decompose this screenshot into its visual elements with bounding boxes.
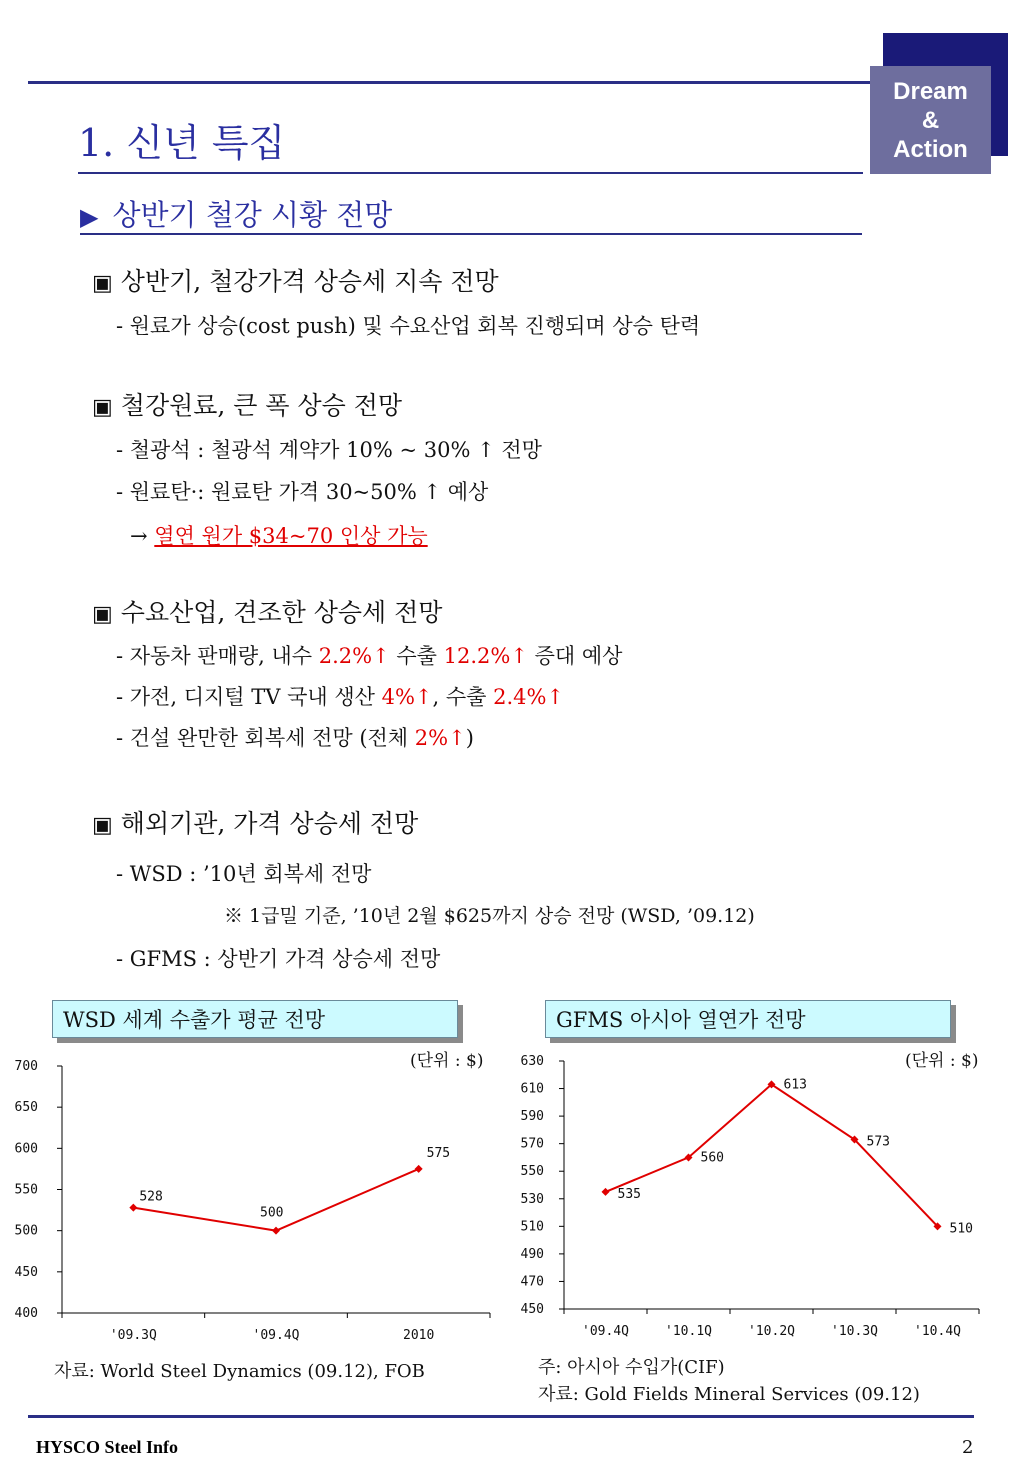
y-tick-label: 590 bbox=[520, 1109, 544, 1125]
red-value: 4%↑ bbox=[381, 685, 433, 709]
text: 증대 예상 bbox=[527, 644, 623, 668]
chart1 bbox=[0, 1045, 500, 1345]
chart2-svg bbox=[500, 1045, 1000, 1345]
badge-line1: Dream bbox=[893, 77, 968, 105]
x-tick-label: '10.4Q bbox=[914, 1324, 961, 1339]
data-label: 573 bbox=[866, 1134, 890, 1150]
x-tick-label: '10.2Q bbox=[748, 1324, 795, 1339]
data-point bbox=[272, 1227, 280, 1235]
bullet-heading-text: 상반기, 철강가격 상승세 지속 전망 bbox=[120, 267, 499, 296]
bullet-heading-2 bbox=[92, 386, 402, 422]
x-tick-label: '10.3Q bbox=[831, 1324, 878, 1339]
boxed-bullet-icon: ▣ bbox=[92, 395, 113, 420]
page-number: 2 bbox=[962, 1437, 974, 1458]
chart1-svg bbox=[0, 1045, 500, 1345]
y-tick-label: 400 bbox=[14, 1306, 38, 1321]
y-tick-label: 500 bbox=[14, 1223, 38, 1239]
chart2-source: 자료: Gold Fields Mineral Services (09.12) bbox=[538, 1384, 920, 1405]
data-label: 500 bbox=[260, 1205, 284, 1221]
x-tick-label: '10.1Q bbox=[665, 1324, 712, 1339]
bullet-2-line-2: - 원료탄·: 원료탄 가격 30~50% ↑ 예상 bbox=[116, 480, 489, 504]
data-label: 575 bbox=[426, 1145, 451, 1161]
footer-rule bbox=[28, 1415, 974, 1418]
play-arrow-icon: ▶ bbox=[80, 203, 99, 231]
bullet-2-conclusion bbox=[130, 520, 428, 550]
y-tick-label: 550 bbox=[520, 1164, 544, 1180]
bullet-2-line-1: - 철광석 : 철광석 계약가 10% ~ 30% ↑ 전망 bbox=[116, 438, 542, 462]
title-underline bbox=[78, 172, 863, 174]
chart2-unit: (단위 : $) bbox=[905, 1051, 979, 1071]
badge-line3: Action bbox=[893, 135, 968, 163]
data-label: 535 bbox=[617, 1186, 641, 1202]
data-label: 528 bbox=[139, 1189, 163, 1205]
red-value: 2.4%↑ bbox=[493, 685, 565, 709]
footer-title: HYSCO Steel Info bbox=[36, 1437, 179, 1457]
series-line bbox=[606, 1084, 938, 1226]
y-tick-label: 470 bbox=[520, 1274, 544, 1290]
data-label: 510 bbox=[949, 1221, 973, 1237]
text: - 가전, 디지털 TV 국내 생산 bbox=[116, 685, 382, 709]
red-value: 2%↑ bbox=[414, 726, 466, 750]
chart1-title: WSD 세계 수출가 평균 전망 bbox=[52, 1000, 458, 1038]
series-line bbox=[133, 1169, 418, 1231]
y-tick-label: 450 bbox=[14, 1264, 38, 1280]
boxed-bullet-icon: ▣ bbox=[92, 602, 113, 627]
chart1-unit: (단위 : $) bbox=[410, 1051, 484, 1071]
bullet-heading-text: 철강원료, 큰 폭 상승 전망 bbox=[120, 391, 403, 420]
boxed-bullet-icon: ▣ bbox=[92, 271, 113, 296]
y-tick-label: 530 bbox=[520, 1191, 544, 1207]
data-point bbox=[129, 1204, 137, 1212]
text: 수출 bbox=[389, 644, 444, 668]
highlight-text: 열연 원가 $34~70 인상 가능 bbox=[154, 524, 428, 548]
dream-action-badge bbox=[870, 66, 991, 174]
y-tick-label: 600 bbox=[14, 1141, 38, 1157]
y-tick-label: 510 bbox=[520, 1219, 544, 1235]
bullet-heading-4 bbox=[92, 804, 418, 840]
x-tick-label: 2010 bbox=[403, 1328, 435, 1343]
text: - 자동차 판매량, 내수 bbox=[116, 644, 319, 668]
data-label: 613 bbox=[783, 1077, 807, 1093]
section-title bbox=[80, 193, 392, 234]
bullet-heading-text: 해외기관, 가격 상승세 전망 bbox=[120, 809, 419, 838]
y-tick-label: 650 bbox=[14, 1100, 38, 1116]
x-tick-label: '09.4Q bbox=[252, 1328, 300, 1343]
bullet-1-line-1: - 원료가 상승(cost push) 및 수요산업 회복 진행되며 상승 탄력 bbox=[116, 314, 701, 338]
y-tick-label: 700 bbox=[14, 1059, 38, 1074]
right-arrow-icon: → bbox=[130, 524, 148, 548]
y-tick-label: 610 bbox=[520, 1081, 544, 1097]
boxed-bullet-icon: ▣ bbox=[92, 813, 113, 838]
chart2 bbox=[500, 1045, 1000, 1345]
bullet-3-line-3 bbox=[116, 722, 474, 752]
x-tick-label: '09.3Q bbox=[109, 1328, 157, 1343]
bullet-heading-1 bbox=[92, 262, 499, 298]
text: - 건설 완만한 회복세 전망 (전체 bbox=[116, 726, 415, 750]
data-point bbox=[602, 1188, 610, 1196]
page-title: 1. 신년 특집 bbox=[78, 121, 286, 165]
bullet-4-line-1: - WSD : ’10년 회복세 전망 bbox=[116, 862, 372, 886]
red-value: 2.2%↑ bbox=[318, 644, 390, 668]
data-point bbox=[415, 1165, 423, 1173]
text: , 수출 bbox=[432, 685, 494, 709]
x-tick-label: '09.4Q bbox=[582, 1324, 629, 1339]
bullet-4-note: ※ 1급밀 기준, ’10년 2월 $625까지 상승 전망 (WSD, ’09.12) bbox=[224, 905, 755, 927]
y-tick-label: 450 bbox=[520, 1302, 544, 1317]
section-title-text: 상반기 철강 시황 전망 bbox=[112, 198, 393, 232]
chart2-title: GFMS 아시아 열연가 전망 bbox=[545, 1000, 951, 1038]
chart1-source: 자료: World Steel Dynamics (09.12), FOB bbox=[54, 1361, 425, 1382]
bullet-3-line-2 bbox=[116, 681, 564, 711]
badge-line2: & bbox=[921, 106, 940, 134]
text: ) bbox=[465, 726, 474, 750]
chart2-note: 주: 아시아 수입가(CIF) bbox=[538, 1357, 725, 1378]
data-label: 560 bbox=[700, 1150, 724, 1166]
bullet-heading-text: 수요산업, 견조한 상승세 전망 bbox=[120, 598, 443, 627]
section-underline bbox=[80, 233, 862, 235]
bullet-3-line-1 bbox=[116, 640, 622, 670]
bullet-heading-3 bbox=[92, 593, 442, 629]
red-value: 12.2%↑ bbox=[443, 644, 528, 668]
header-rule bbox=[28, 81, 870, 84]
bullet-4-line-2: - GFMS : 상반기 가격 상승세 전망 bbox=[116, 947, 441, 971]
y-tick-label: 550 bbox=[14, 1182, 38, 1198]
y-tick-label: 490 bbox=[520, 1246, 544, 1262]
y-tick-label: 570 bbox=[520, 1136, 544, 1152]
y-tick-label: 630 bbox=[520, 1054, 544, 1069]
